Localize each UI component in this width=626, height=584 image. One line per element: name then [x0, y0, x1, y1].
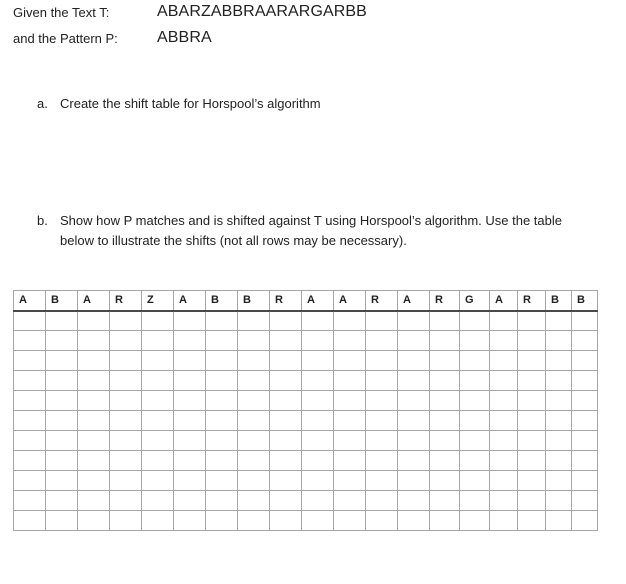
- text-letter-cell: A: [174, 291, 206, 311]
- shift-cell[interactable]: [490, 351, 518, 371]
- shift-cell[interactable]: [110, 471, 142, 491]
- shift-cell[interactable]: [174, 511, 206, 531]
- text-letter-cell: A: [334, 291, 366, 311]
- shift-cell[interactable]: [490, 391, 518, 411]
- shift-cell[interactable]: [78, 411, 110, 431]
- shift-cell[interactable]: [142, 491, 174, 511]
- shift-cell[interactable]: [490, 491, 518, 511]
- text-label: Given the Text T:: [13, 5, 110, 20]
- shift-cell[interactable]: [238, 471, 270, 491]
- shift-cell[interactable]: [174, 471, 206, 491]
- shift-cell[interactable]: [174, 451, 206, 471]
- question-a: [37, 94, 597, 114]
- shift-cell[interactable]: [206, 351, 238, 371]
- shift-cell[interactable]: [46, 451, 78, 471]
- text-letter-cell: G: [460, 291, 490, 311]
- shift-cell[interactable]: [398, 491, 430, 511]
- shift-cell[interactable]: [110, 491, 142, 511]
- text-value: ABARZABBRAARARGARBB: [157, 3, 367, 20]
- shift-cell[interactable]: [110, 391, 142, 411]
- shift-cell[interactable]: [14, 391, 46, 411]
- shift-cell[interactable]: [430, 391, 460, 411]
- text-letter-cell: Z: [142, 291, 174, 311]
- shift-row: [14, 491, 598, 511]
- shift-cell[interactable]: [14, 491, 46, 511]
- shift-cell[interactable]: [78, 451, 110, 471]
- shift-cell[interactable]: [46, 351, 78, 371]
- shift-cell[interactable]: [430, 491, 460, 511]
- shift-cell[interactable]: [546, 491, 572, 511]
- shift-cell[interactable]: [238, 391, 270, 411]
- shift-cell[interactable]: [334, 331, 366, 351]
- shift-cell[interactable]: [14, 511, 46, 531]
- text-letter-cell: B: [238, 291, 270, 311]
- shift-cell[interactable]: [238, 311, 270, 331]
- shift-cell[interactable]: [14, 351, 46, 371]
- shift-cell[interactable]: [334, 391, 366, 411]
- shift-row: [14, 351, 598, 371]
- shift-cell[interactable]: [430, 411, 460, 431]
- shift-cell[interactable]: [78, 511, 110, 531]
- shift-cell[interactable]: [14, 311, 46, 331]
- text-letter-cell: R: [518, 291, 546, 311]
- shift-cell[interactable]: [270, 371, 302, 391]
- shift-cell[interactable]: [14, 451, 46, 471]
- shift-cell[interactable]: [110, 331, 142, 351]
- shift-cell[interactable]: [174, 491, 206, 511]
- shift-cell[interactable]: [302, 491, 334, 511]
- question-a-marker: a.: [37, 96, 48, 111]
- shift-cell[interactable]: [490, 311, 518, 331]
- shift-cell[interactable]: [572, 391, 598, 411]
- shift-cell[interactable]: [460, 371, 490, 391]
- shift-cell[interactable]: [546, 471, 572, 491]
- shift-cell[interactable]: [302, 351, 334, 371]
- shift-cell[interactable]: [572, 311, 598, 331]
- shift-cell[interactable]: [302, 371, 334, 391]
- text-letter-cell: A: [14, 291, 46, 311]
- shift-cell[interactable]: [142, 431, 174, 451]
- shift-cell[interactable]: [366, 511, 398, 531]
- shift-row: [14, 331, 598, 351]
- shift-cell[interactable]: [572, 331, 598, 351]
- shift-cell[interactable]: [302, 451, 334, 471]
- shift-cell[interactable]: [430, 311, 460, 331]
- shift-cell[interactable]: [366, 451, 398, 471]
- shift-cell[interactable]: [366, 471, 398, 491]
- shift-cell[interactable]: [572, 411, 598, 431]
- shift-cell[interactable]: [334, 431, 366, 451]
- shift-cell[interactable]: [14, 411, 46, 431]
- shift-cell[interactable]: [270, 391, 302, 411]
- shift-cell[interactable]: [546, 331, 572, 351]
- shift-cell[interactable]: [142, 411, 174, 431]
- shift-cell[interactable]: [270, 451, 302, 471]
- text-letter-cell: R: [110, 291, 142, 311]
- shift-cell[interactable]: [46, 471, 78, 491]
- shift-cell[interactable]: [430, 351, 460, 371]
- text-letter-cell: B: [546, 291, 572, 311]
- shift-cell[interactable]: [430, 331, 460, 351]
- shift-cell[interactable]: [490, 431, 518, 451]
- shift-cell[interactable]: [572, 351, 598, 371]
- shift-cell[interactable]: [398, 411, 430, 431]
- shift-cell[interactable]: [334, 351, 366, 371]
- shift-cell[interactable]: [238, 371, 270, 391]
- shift-cell[interactable]: [546, 411, 572, 431]
- shift-cell[interactable]: [174, 411, 206, 431]
- shift-cell[interactable]: [110, 431, 142, 451]
- shift-cell[interactable]: [142, 371, 174, 391]
- shift-cell[interactable]: [546, 371, 572, 391]
- shift-cell[interactable]: [518, 371, 546, 391]
- shift-cell[interactable]: [46, 331, 78, 351]
- shift-cell[interactable]: [518, 351, 546, 371]
- shift-cell[interactable]: [572, 451, 598, 471]
- shift-cell[interactable]: [110, 511, 142, 531]
- text-letter-cell: A: [490, 291, 518, 311]
- shift-cell[interactable]: [302, 311, 334, 331]
- shift-cell[interactable]: [46, 431, 78, 451]
- text-letter-cell: R: [366, 291, 398, 311]
- shift-cell[interactable]: [302, 471, 334, 491]
- shift-cell[interactable]: [142, 331, 174, 351]
- shift-cell[interactable]: [110, 371, 142, 391]
- shift-cell[interactable]: [460, 471, 490, 491]
- shift-cell[interactable]: [206, 411, 238, 431]
- shift-cell[interactable]: [238, 431, 270, 451]
- shift-cell[interactable]: [270, 331, 302, 351]
- shift-cell[interactable]: [572, 431, 598, 451]
- shift-cell[interactable]: [46, 491, 78, 511]
- shift-cell[interactable]: [366, 391, 398, 411]
- shift-cell[interactable]: [46, 511, 78, 531]
- shift-cell[interactable]: [174, 311, 206, 331]
- shift-cell[interactable]: [238, 411, 270, 431]
- shift-cell[interactable]: [334, 451, 366, 471]
- shift-cell[interactable]: [302, 411, 334, 431]
- shift-cell[interactable]: [110, 311, 142, 331]
- shift-cell[interactable]: [334, 511, 366, 531]
- shift-cell[interactable]: [518, 511, 546, 531]
- shift-cell[interactable]: [174, 391, 206, 411]
- shift-cell[interactable]: [460, 391, 490, 411]
- shift-cell[interactable]: [398, 311, 430, 331]
- shift-cell[interactable]: [302, 331, 334, 351]
- shift-cell[interactable]: [460, 451, 490, 471]
- shift-cell[interactable]: [78, 331, 110, 351]
- shift-cell[interactable]: [238, 351, 270, 371]
- shift-row: [14, 411, 598, 431]
- shift-cell[interactable]: [546, 391, 572, 411]
- shift-cell[interactable]: [366, 351, 398, 371]
- shift-cell[interactable]: [518, 431, 546, 451]
- shift-cell[interactable]: [398, 451, 430, 471]
- shift-cell[interactable]: [206, 491, 238, 511]
- shift-cell[interactable]: [142, 511, 174, 531]
- shift-cell[interactable]: [270, 431, 302, 451]
- shift-cell[interactable]: [238, 491, 270, 511]
- text-letter-cell: R: [430, 291, 460, 311]
- shift-cell[interactable]: [546, 311, 572, 331]
- shift-cell[interactable]: [110, 411, 142, 431]
- shift-cell[interactable]: [366, 411, 398, 431]
- text-letter-cell: A: [302, 291, 334, 311]
- shift-cell[interactable]: [430, 371, 460, 391]
- shift-cell[interactable]: [14, 371, 46, 391]
- text-letter-cell: A: [78, 291, 110, 311]
- shift-row: [14, 391, 598, 411]
- shift-cell[interactable]: [398, 391, 430, 411]
- shift-cell[interactable]: [334, 371, 366, 391]
- shift-cell[interactable]: [572, 471, 598, 491]
- shift-cell[interactable]: [518, 331, 546, 351]
- shift-cell[interactable]: [206, 371, 238, 391]
- shift-cell[interactable]: [206, 311, 238, 331]
- shift-cell[interactable]: [398, 511, 430, 531]
- shift-row: [14, 371, 598, 391]
- shift-cell[interactable]: [142, 311, 174, 331]
- shift-cell[interactable]: [518, 391, 546, 411]
- question-a-text: Create the shift table for Horspool’s algorithm: [60, 96, 321, 111]
- text-letter-cell: B: [572, 291, 598, 311]
- shift-cell[interactable]: [238, 511, 270, 531]
- shift-cell[interactable]: [460, 431, 490, 451]
- shift-cell[interactable]: [46, 391, 78, 411]
- shift-cell[interactable]: [206, 391, 238, 411]
- text-letter-cell: B: [206, 291, 238, 311]
- shift-cell[interactable]: [174, 431, 206, 451]
- shift-cell[interactable]: [490, 331, 518, 351]
- question-b-marker: b.: [37, 213, 48, 228]
- shift-cell[interactable]: [546, 451, 572, 471]
- shift-cell[interactable]: [46, 371, 78, 391]
- shift-cell[interactable]: [334, 311, 366, 331]
- shift-cell[interactable]: [546, 431, 572, 451]
- shift-cell[interactable]: [78, 471, 110, 491]
- shift-cell[interactable]: [398, 351, 430, 371]
- shift-row: [14, 431, 598, 451]
- question-b-text: Show how P matches and is shifted against T using Horspool’s algorithm. Use the table below to illustrate the shifts (not all rows may be necessary).: [60, 213, 562, 248]
- shift-cell[interactable]: [302, 391, 334, 411]
- shift-cell[interactable]: [206, 331, 238, 351]
- shift-cell[interactable]: [398, 471, 430, 491]
- shift-cell[interactable]: [546, 351, 572, 371]
- shift-cell[interactable]: [518, 311, 546, 331]
- shift-cell[interactable]: [142, 451, 174, 471]
- shift-cell[interactable]: [14, 331, 46, 351]
- shift-cell[interactable]: [460, 411, 490, 431]
- shift-cell[interactable]: [238, 451, 270, 471]
- shift-cell[interactable]: [572, 491, 598, 511]
- text-letter-cell: R: [270, 291, 302, 311]
- shift-cell[interactable]: [270, 311, 302, 331]
- shift-cell[interactable]: [398, 371, 430, 391]
- text-letter-cell: A: [398, 291, 430, 311]
- shift-cell[interactable]: [142, 351, 174, 371]
- shift-cell[interactable]: [430, 451, 460, 471]
- shift-cell[interactable]: [518, 471, 546, 491]
- shift-cell[interactable]: [78, 371, 110, 391]
- shift-cell[interactable]: [206, 511, 238, 531]
- shift-cell[interactable]: [460, 311, 490, 331]
- shift-cell[interactable]: [78, 391, 110, 411]
- shift-cell[interactable]: [490, 371, 518, 391]
- shift-cell[interactable]: [334, 411, 366, 431]
- shift-cell[interactable]: [334, 491, 366, 511]
- shift-cell[interactable]: [460, 331, 490, 351]
- shift-cell[interactable]: [366, 331, 398, 351]
- shift-row: [14, 451, 598, 471]
- shift-cell[interactable]: [110, 451, 142, 471]
- shift-cell[interactable]: [14, 471, 46, 491]
- shift-cell[interactable]: [302, 511, 334, 531]
- shift-cell[interactable]: [238, 331, 270, 351]
- shift-cell[interactable]: [490, 451, 518, 471]
- shift-cell[interactable]: [174, 331, 206, 351]
- shift-cell[interactable]: [398, 431, 430, 451]
- shift-cell[interactable]: [206, 431, 238, 451]
- shift-cell[interactable]: [110, 351, 142, 371]
- shift-cell[interactable]: [334, 471, 366, 491]
- shift-cell[interactable]: [460, 511, 490, 531]
- shift-row: [14, 311, 598, 331]
- shift-cell[interactable]: [518, 411, 546, 431]
- shift-cell[interactable]: [366, 311, 398, 331]
- shift-cell[interactable]: [78, 311, 110, 331]
- shift-cell[interactable]: [270, 351, 302, 371]
- shift-cell[interactable]: [46, 411, 78, 431]
- shift-cell[interactable]: [546, 511, 572, 531]
- shift-row: [14, 471, 598, 491]
- shift-cell[interactable]: [490, 471, 518, 491]
- shift-cell[interactable]: [14, 431, 46, 451]
- shift-cell[interactable]: [142, 391, 174, 411]
- shift-cell[interactable]: [366, 491, 398, 511]
- shift-cell[interactable]: [206, 451, 238, 471]
- shift-cell[interactable]: [206, 471, 238, 491]
- shift-cell[interactable]: [174, 351, 206, 371]
- shift-cell[interactable]: [460, 491, 490, 511]
- shift-cell[interactable]: [78, 351, 110, 371]
- shift-cell[interactable]: [430, 471, 460, 491]
- shift-cell[interactable]: [270, 411, 302, 431]
- shift-cell[interactable]: [460, 351, 490, 371]
- shift-cell[interactable]: [518, 491, 546, 511]
- shift-cell[interactable]: [490, 511, 518, 531]
- shift-cell[interactable]: [78, 491, 110, 511]
- shift-cell[interactable]: [174, 371, 206, 391]
- shift-cell[interactable]: [46, 311, 78, 331]
- shift-cell[interactable]: [270, 511, 302, 531]
- pattern-value: ABBRA: [157, 29, 212, 46]
- shift-cell[interactable]: [430, 511, 460, 531]
- shift-cell[interactable]: [366, 431, 398, 451]
- text-letter-cell: B: [46, 291, 78, 311]
- text-header-row: [14, 291, 598, 311]
- pattern-label: and the Pattern P:: [13, 31, 118, 46]
- shift-cell[interactable]: [398, 331, 430, 351]
- shift-table: [13, 290, 598, 531]
- question-b: [37, 211, 597, 253]
- shift-cell[interactable]: [270, 491, 302, 511]
- shift-cell[interactable]: [518, 451, 546, 471]
- shift-cell[interactable]: [490, 411, 518, 431]
- shift-cell[interactable]: [78, 431, 110, 451]
- shift-cell[interactable]: [302, 431, 334, 451]
- shift-cell[interactable]: [366, 371, 398, 391]
- shift-cell[interactable]: [430, 431, 460, 451]
- shift-cell[interactable]: [142, 471, 174, 491]
- shift-cell[interactable]: [572, 511, 598, 531]
- shift-row: [14, 511, 598, 531]
- shift-cell[interactable]: [572, 371, 598, 391]
- shift-cell[interactable]: [270, 471, 302, 491]
